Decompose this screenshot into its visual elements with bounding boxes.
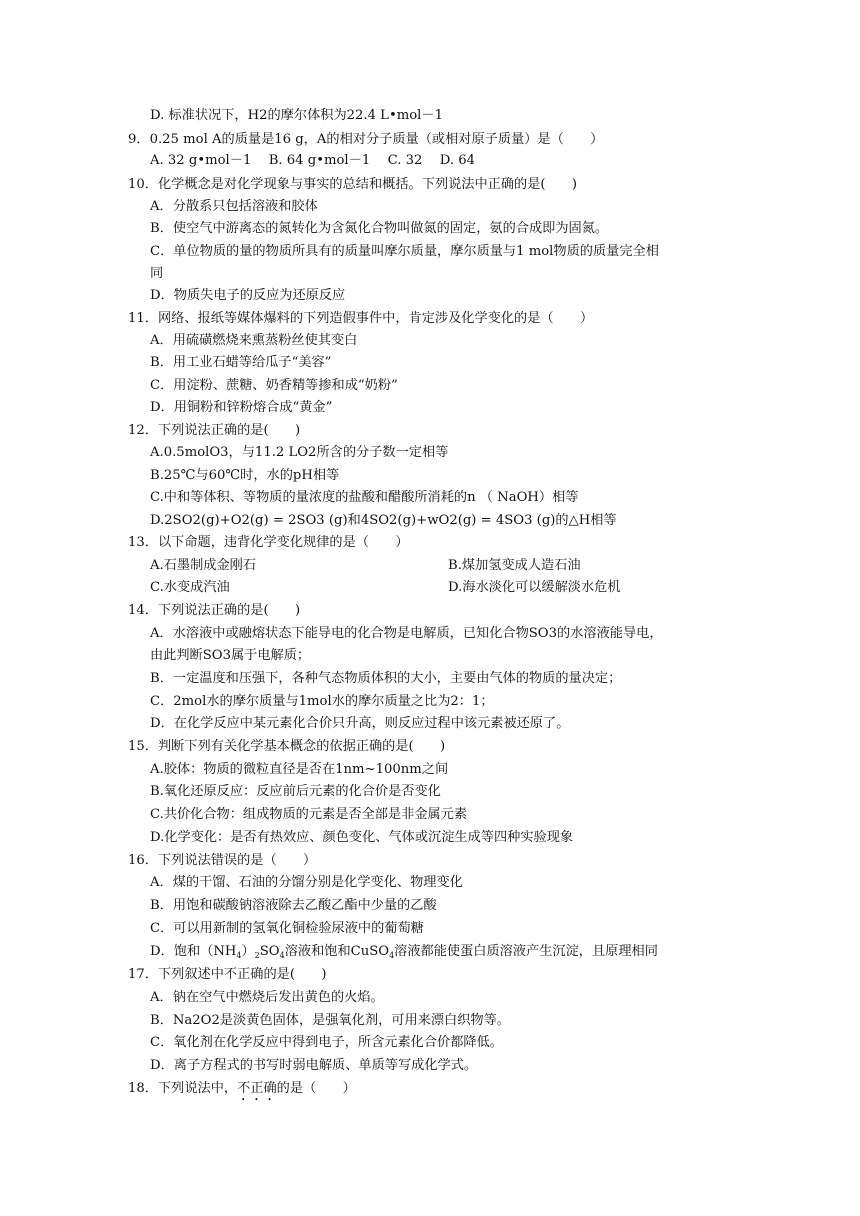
subscript-4: 4 (236, 951, 242, 960)
option-13d: D.海水淡化可以缓解淡水危机 (448, 580, 621, 595)
option-15b: B.氧化还原反应：反应前后元素的化合价是否变化 (150, 784, 441, 799)
option-17c: C．氧化剂在化学反应中得到电子，所含元素化合价都降低。 (150, 1035, 503, 1050)
option-16d (150, 942, 658, 966)
option-11b: B．用工业石蜡等给瓜子“美容” (150, 355, 332, 370)
question-11: 11．网络、报纸等媒体爆料的下列造假事件中，肯定涉及化学变化的是（ ） (128, 311, 594, 326)
option-12a: A.0.5molO3，与11.2 LO2所含的分子数一定相等 (150, 445, 449, 460)
option-17d: D．离子方程式的书写时弱电解质、单质等写成化学式。 (150, 1058, 478, 1073)
option-13a: A.石墨制成金刚石 (150, 558, 257, 573)
question-12: 12．下列说法正确的是( ) (128, 423, 301, 438)
question-16: 16．下列说法错误的是（ ） (128, 853, 317, 868)
option-11d: D．用铜粉和锌粉熔合成“黄金” (150, 400, 333, 415)
option-16d-text-1: D．饱和（NH (150, 944, 237, 959)
subscript-4b: 4 (279, 951, 285, 960)
option-10b: B．使空气中游离态的氮转化为含氮化合物叫做氮的固定，氨的合成即为固氮。 (150, 221, 609, 236)
question-18 (128, 1079, 356, 1104)
emphasized-word: 不正确 (237, 1081, 277, 1096)
subscript-4c: 4 (389, 951, 395, 960)
options-9: A. 32 g•mol－1 B. 64 g•mol－1 C. 32 D. 64 (150, 153, 476, 168)
option-10d: D．物质失电子的反应为还原反应 (150, 288, 346, 303)
question-9: 9．0.25 mol A的质量是16 g，A的相对分子质量（或相对原子质量）是（ ） (128, 132, 604, 147)
option-15a: A.胶体：物质的微粒直径是否在1nm~100nm之间 (150, 762, 449, 777)
option-14a-cont: 由此判断SO3属于电解质； (150, 648, 311, 663)
question-18-text-1: 18．下列说法中， (128, 1081, 238, 1096)
option-12c: C.中和等体积、等物质的量浓度的盐酸和醋酸所消耗的n （ NaOH）相等 (150, 490, 579, 505)
option-14b: B．一定温度和压强下，各种气态物质体积的大小，主要由气体的物质的量决定； (150, 671, 622, 686)
option-17b: B．Na2O2是淡黄色固体，是强氧化剂，可用来漂白织物等。 (150, 1013, 510, 1028)
question-18-text-2: 的是（ ） (276, 1081, 356, 1096)
option-14d: D．在化学反应中某元素化合价只升高，则反应过程中该元素被还原了。 (150, 716, 570, 731)
question-13: 13．以下命题，违背化学变化规律的是（ ） (128, 535, 409, 550)
question-14: 14．下列说法正确的是( ) (128, 603, 301, 618)
question-17: 17．下列叙述中不正确的是( ) (128, 967, 327, 982)
option-16d-text-4: 溶液和饱和CuSO (284, 944, 390, 959)
option-8d: D. 标准状况下，H2的摩尔体积为22.4 L•mol－1 (150, 108, 443, 123)
option-16c: C．可以用新制的氢氧化铜检验尿液中的葡萄糖 (150, 921, 424, 936)
option-12b: B.25℃与60℃时，水的pH相等 (150, 468, 340, 483)
option-15c: C.共价化合物：组成物质的元素是否全部是非金属元素 (150, 807, 468, 822)
option-16a: A．煤的干馏、石油的分馏分别是化学变化、物理变化 (150, 875, 463, 890)
option-15d: D.化学变化：是否有热效应、颜色变化、气体或沉淀生成等四种实验现象 (150, 830, 574, 845)
option-14c: C．2mol水的摩尔质量与1mol水的摩尔质量之比为2：1； (150, 694, 494, 709)
question-10: 10．化学概念是对化学现象与事实的总结和概括。下列说法中正确的是( ) (128, 177, 578, 192)
option-16d-text-2: ） (241, 944, 255, 959)
question-15: 15．判断下列有关化学基本概念的依据正确的是( ) (128, 739, 446, 754)
option-13c: C.水变成汽油 (150, 580, 230, 595)
option-13b: B.煤加氢变成人造石油 (448, 558, 581, 573)
option-14a: A．水溶液中或融熔状态下能导电的化合物是电解质，已知化合物SO3的水溶液能导电， (150, 626, 663, 641)
option-10c-cont: 同 (150, 266, 164, 281)
option-17a: A．钠在空气中燃烧后发出黄色的火焰。 (150, 990, 384, 1005)
option-10a: A．分散系只包括溶液和胶体 (150, 199, 318, 214)
option-11c: C．用淀粉、蔗糖、奶香精等掺和成“奶粉” (150, 378, 398, 393)
option-16d-text-5: 溶液都能使蛋白质溶液产生沉淀，且原理相同 (394, 944, 658, 959)
option-12d: D.2SO2(g)+O2(g) = 2SO3 (g)和4SO2(g)+wO2(g) = 4SO3 (g)的△H相等 (150, 513, 617, 528)
option-10c: C．单位物质的量的物质所具有的质量叫摩尔质量，摩尔质量与1 mol物质的质量完全相 (150, 244, 659, 259)
subscript-2: 2 (254, 951, 260, 960)
option-11a: A．用硫磺燃烧来熏蒸粉丝使其变白 (150, 333, 358, 348)
option-16b: B．用饱和碳酸钠溶液除去乙酸乙酯中少量的乙酸 (150, 898, 437, 913)
option-16d-text-3: SO (259, 944, 280, 959)
